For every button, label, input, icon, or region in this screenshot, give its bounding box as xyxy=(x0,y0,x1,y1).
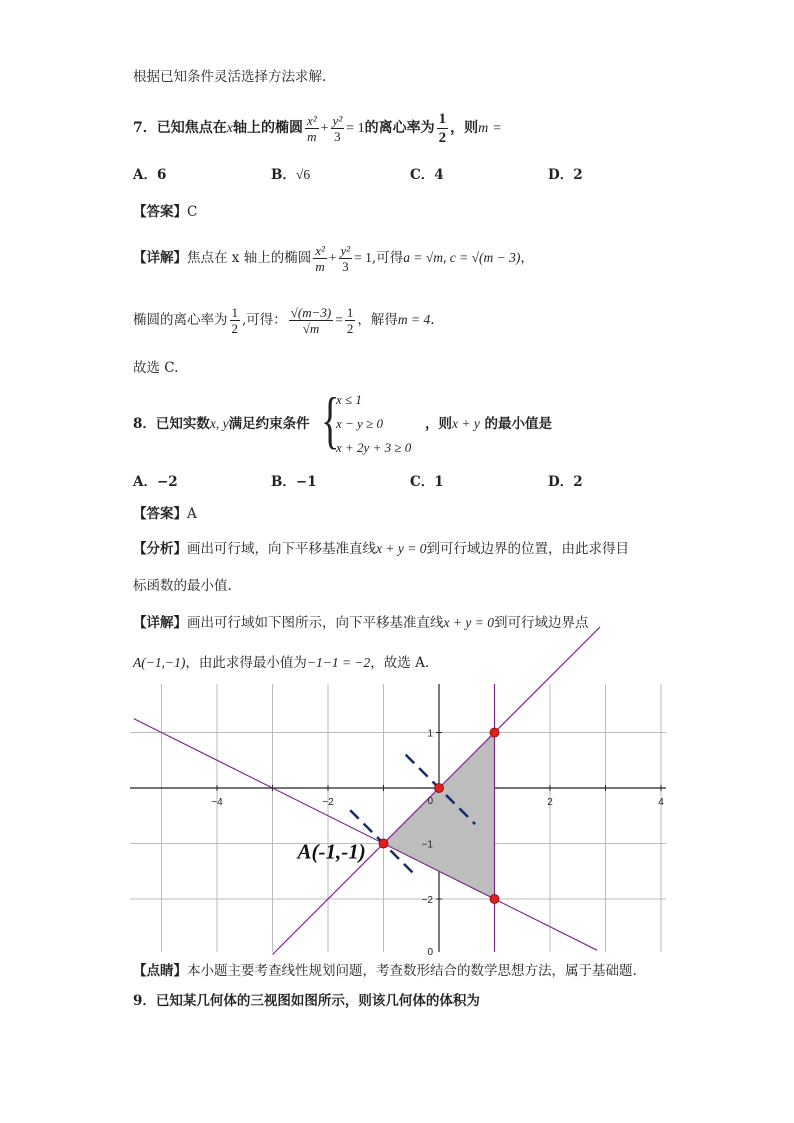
q8-answer: 【答案】A xyxy=(133,506,197,522)
q8-analysis-line-1: 【分析】画出可行域，向下平移基准直线x + y = 0到可行域边界的位置，由此求得目 xyxy=(133,541,629,557)
q8-option-d[interactable]: D．2 xyxy=(548,474,583,490)
q7-option-c[interactable]: C．4 xyxy=(410,167,444,183)
q7-number: 7． xyxy=(133,120,157,136)
vertex-point xyxy=(490,895,499,904)
question-7: 7．已知焦点在x轴上的椭圆 $\frac{\text{x²}}{m}$ + $\frac{\text{y²}}{3}$ = 1的离心率为 $\frac{1}{2}$ ，则m = xyxy=(133,110,502,146)
q8-options xyxy=(133,473,633,493)
q8-option-b[interactable]: B．−1 xyxy=(271,474,317,490)
q7-options xyxy=(133,166,633,186)
origin-label: 0 xyxy=(427,796,433,807)
q8-comment: 【点睛】本小题主要考查线性规划问题，考查数形结合的数学思想方法，属于基础题. xyxy=(133,963,637,979)
q8-option-c[interactable]: C．1 xyxy=(410,474,444,490)
analysis-tag: 【分析】 xyxy=(133,541,187,557)
constraint-2: x − y ≥ 0 xyxy=(336,416,383,431)
q7-option-b[interactable]: B．√6 xyxy=(271,167,311,183)
q8-stem-right: ，则x + y 的最小值是 xyxy=(425,416,553,432)
x-tick-label: 2 xyxy=(547,797,553,808)
vertex-point xyxy=(490,728,499,737)
q7-frac-y: $\frac{\text{y²}}{3}$ xyxy=(332,112,343,144)
q7-answer xyxy=(133,203,197,221)
q7-detail-line-1: 【详解】焦点在 x 轴上的椭圆 $\frac{\text{x²}}{m}$ + $\frac{\text{y²}}{3}$ = 1,可得a = √m, c = √(m − 3)， xyxy=(133,243,534,274)
question-9: 9．已知某几何体的三视图如图所示，则该几何体的体积为 xyxy=(133,993,480,1009)
y-tick-label: 1 xyxy=(427,728,433,740)
q8-analysis-line-2: 标函数的最小值. xyxy=(133,578,232,594)
answer-tag: 【答案】 xyxy=(133,204,187,220)
q7-ecc-frac: $\frac{1}{2}$ xyxy=(438,110,447,146)
constraint-1: x ≤ 1 xyxy=(336,392,362,407)
vertex-point xyxy=(435,784,444,793)
point-label-a: A(-1,-1) xyxy=(297,839,366,864)
q7-option-d[interactable]: D．2 xyxy=(548,167,583,183)
q8-detail-line-1: 【详解】画出可行域如下图所示，向下平移基准直线x + y = 0到可行域边界点 xyxy=(133,615,589,631)
answer-value: C xyxy=(187,204,198,220)
bottom-tick-label: 0 xyxy=(427,947,433,958)
q7-x-var: x xyxy=(226,121,233,136)
vertex-point xyxy=(379,839,388,848)
constraint-brace: { xyxy=(321,384,340,455)
q8-stem-left: 8．已知实数x, y满足约束条件 xyxy=(133,416,310,432)
x-tick-label: −2 xyxy=(322,797,334,808)
q7-option-a[interactable]: A．6 xyxy=(133,167,167,183)
x-tick-label: 4 xyxy=(658,797,664,808)
q8-detail-line-2: A(−1,−1)，由此求得最小值为−1−1 = −2，故选 A. xyxy=(133,655,430,671)
q7-frac-x: $\frac{\text{x²}}{m}$ xyxy=(306,112,317,144)
constraint-3: x + 2y + 3 ≥ 0 xyxy=(336,440,412,455)
q8-option-a[interactable]: A．−2 xyxy=(133,474,178,490)
detail-tag: 【详解】 xyxy=(133,250,187,266)
q7-mid: 轴上的椭圆 xyxy=(232,120,303,136)
comment-tag: 【点睛】 xyxy=(133,963,187,979)
q7-prefix: 已知焦点在 xyxy=(156,120,227,136)
line-x-plus-2y xyxy=(134,719,597,951)
feasible-region-graph xyxy=(130,684,666,958)
intro-line: 根据已知条件灵活选择方法求解. xyxy=(133,69,327,85)
y-tick-label: −1 xyxy=(421,839,433,851)
x-tick-label: −4 xyxy=(211,797,223,808)
q7-detail-line-2: 椭圆的离心率为 $\frac{1}{2}$ ,可得： $\frac{√(m-3)}{√m}$ = $\frac{1}{2}$ ，解得m = 4. xyxy=(133,305,435,336)
q7-ecc-text: 的离心率为 xyxy=(364,120,435,136)
q7-conclusion: 故选 C. xyxy=(133,360,179,376)
y-tick-label: −2 xyxy=(421,895,433,906)
